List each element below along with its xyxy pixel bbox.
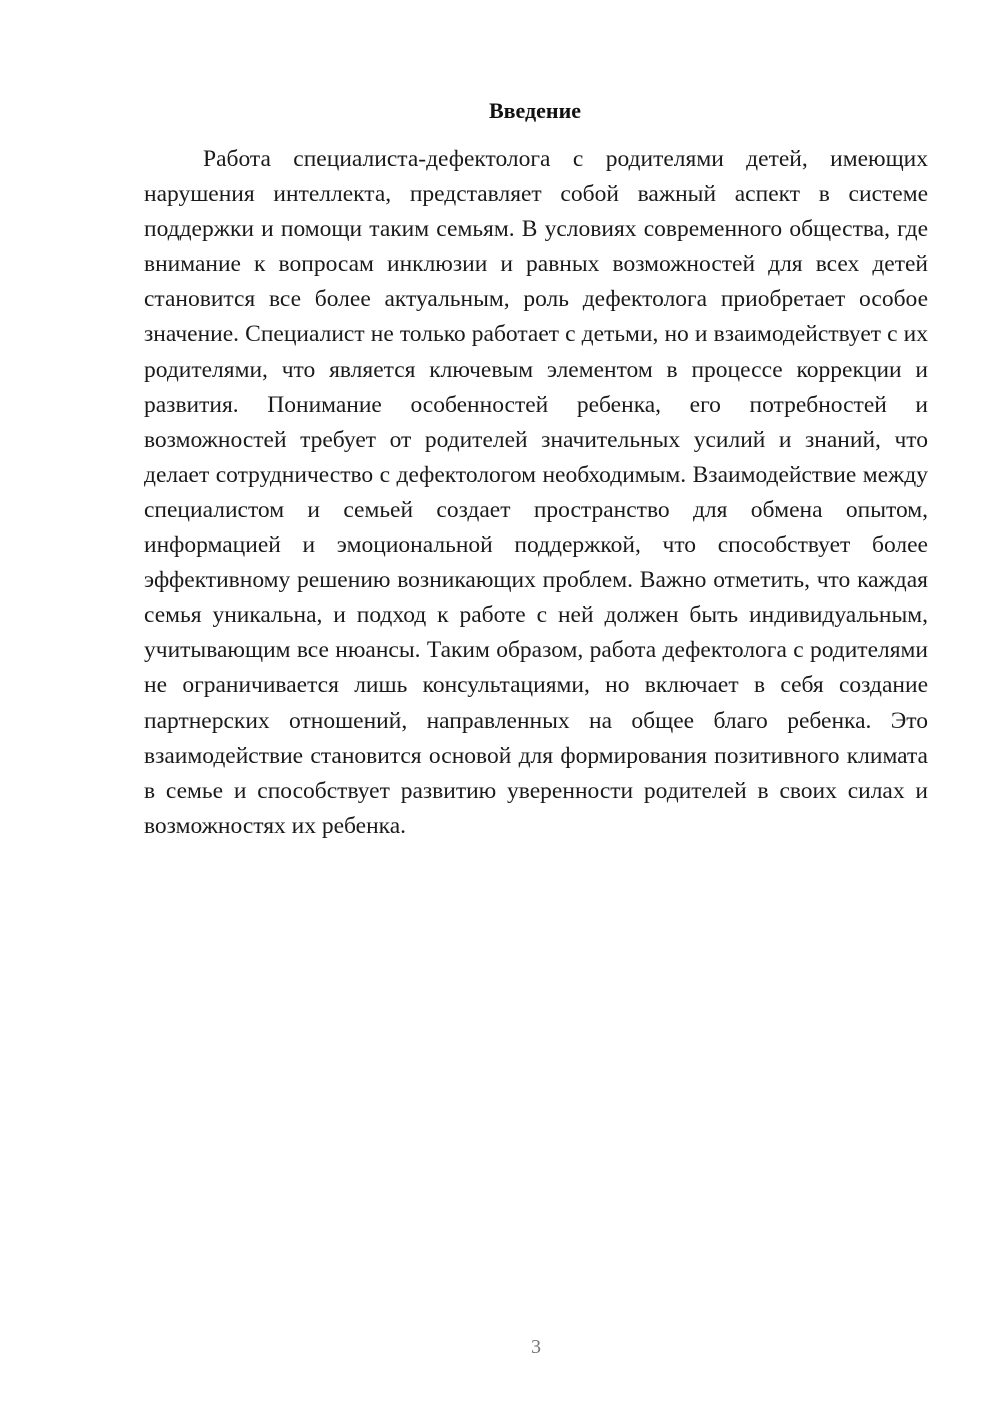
section-heading: Введение — [488, 98, 582, 123]
body-text — [144, 142, 928, 844]
paragraph: Работа специалиста-дефектолога с родителями детей, имеющих нарушения интеллекта, представляет собой важный аспект в системе поддержки и помощи таким семьям. В условиях современного общества, где внимание к вопросам инклюзии и равных возможностей для всех детей становится все более актуальным, роль дефектолога приобретает особое значение. Специалист не только работает с детьми, но и взаимодействует с их родителями, что является ключевым элементом в процессе коррекции и развития. Понимание особенностей ребенка, его потребностей и возможностей требует от родителей значительных усилий и знаний, что делает сотрудничество с дефектологом необходимым. Взаимодействие между специалистом и семьей создает пространство для обмена опытом, информацией и эмоциональной поддержкой, что способствует более эффективному решению возникающих проблем. Важно отметить, что каждая семья уникальна, и подход к работе с ней должен быть индивидуальным, учитывающим все нюансы. Таким образом, работа дефектолога с родителями не ограничивается лишь консультациями, но включает в себя создание партнерских отношений, направленных на общее благо ребенка. Это взаимодействие становится основой для формирования позитивного климата в семье и способствует развитию уверенности родителей в своих силах и возможностях их ребенка. — [144, 146, 928, 839]
page-number: 3 — [531, 1336, 541, 1358]
